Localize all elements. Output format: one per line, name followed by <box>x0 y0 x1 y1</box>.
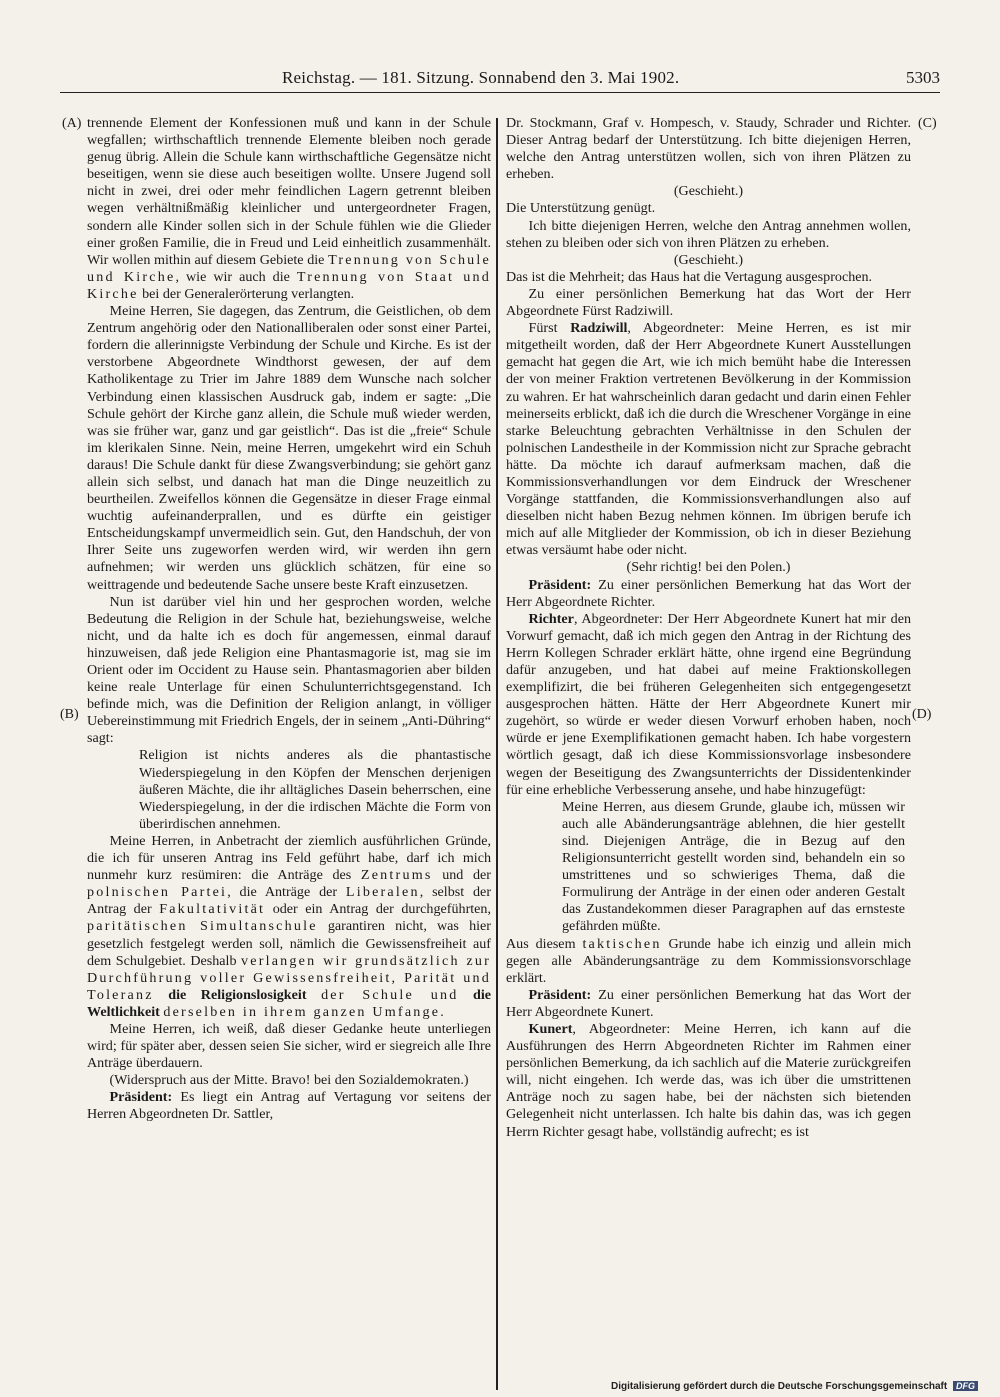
paragraph: Präsident: Zu einer persönlichen Bemerkung hat das Wort der Herr Abgeordnete Richter. <box>506 576 912 610</box>
block-quote: Meine Herren, aus diesem Grunde, glaube ich, müssen wir auch alle Abänderungsanträge ablehnen, die hier gestellt sind. Diejenigen Anträge, die in Bezug auf den Religionsunterricht gestellt worden sind, behandeln ein so umstrittenes und so schwieriges Thema, daß die Formulirung der Anträge in der einen oder anderen Gestalt das Zustandekommen dieser Paragraphen auf das ernsteste gefährden müßte. <box>562 798 905 935</box>
running-head: Reichstag. — 181. Sitzung. Sonnabend den 3. Mai 1902. <box>282 68 680 87</box>
paragraph: trennende Element der Konfessionen muß und kann in der Schule wegfallen; wirthschaftlich trennende Elemente bleiben noch gerade genug übrig. Allein die Schule kann wirthschaftliche Gegensätze nicht beseitigen, wenn sie diese auch beseitigen wollte. Unsere Jugend soll nicht in zwei, drei oder mehr feindlichen Lagern getrennt bleiben wegen verhältnißmäßig kleinlicher und untergeordneter Fragen, sondern alle Kinder sollen sich in der Schule fühlen wie die Glieder einer großen Familie, die in Freud und Leid einheitlich zusammenhält. Wir wollen mithin auf diesem Gebiete die Trennung von Schule und Kirche, wie wir auch die Trennung von Staat und Kirche bei der Generalerörterung verlangten. <box>87 115 492 302</box>
paragraph: Fürst Radziwill, Abgeordneter: Meine Herren, es ist mir mitgetheilt worden, daß der Herr Abgeordnete Kunert Ausstellungen gemacht hat gegen die Art, wie ich mich bemüht habe die Interessen der von meiner Fraktion vertretenen Bevölkerung in der Kommission zu wahren. Er hat wahrscheinlich daran gedacht und darin einen Fehler meinerseits erblickt, daß ich die durch die Wreschener Vorgänge in eine starke Beleuchtung gebrachten Verhältnisse in den Schulen der polnischen Landestheile in der Kommission nicht zur Sprache gebracht hätte. Da möchte ich darauf aufmerksam machen, daß die Kommissionsverhandlungen vor dem Eindruck der Wreschener Vorgänge stattfanden, die Kommissionsverhandlungen also auf dieselben nicht haben Bezug nehmen können. Im übrigen berufe ich mich auf alle Mitglieder der Kommission, ob ich in dieser Beziehung etwas versäumt habe oder nicht. <box>506 320 911 559</box>
interjection: (Geschieht.) <box>673 183 744 200</box>
paragraph: Meine Herren, ich weiß, daß dieser Gedanke heute unterliegen wird; für später aber, dessen seien Sie sicher, wird er siegreich alle Ihre Anträge überdauern. <box>87 1020 491 1072</box>
paragraph: Das ist die Mehrheit; das Haus hat die Vertagung ausgesprochen. <box>506 268 873 285</box>
margin-marker-d: (D) <box>912 707 932 722</box>
credit-text: Digitalisierung gefördert durch die Deutsche Forschungsgemeinschaft <box>611 1381 948 1392</box>
left-column <box>87 115 491 1124</box>
speaker-name: Richter <box>528 610 574 627</box>
interjection: (Geschieht.) <box>673 251 744 268</box>
margin-marker-a: (A) <box>62 116 82 131</box>
paragraph: Dr. Stockmann, Graf v. Hompesch, v. Staudy, Schrader und Richter. Dieser Antrag bedarf der Unterstützung. Ich bitte diejenigen Herren, welche den Antrag unterstützen wollen, sich von ihren Plätzen zu erheben. <box>506 115 911 183</box>
digitization-credit <box>611 1381 978 1392</box>
running-header <box>60 66 940 93</box>
paragraph: Präsident: Zu einer persönlichen Bemerkung hat das Wort der Herr Abgeordnete Kunert. <box>506 986 912 1020</box>
column-divider <box>496 118 498 1390</box>
paragraph: Kunert, Abgeordneter: Meine Herren, ich kann auf die Ausführungen des Herrn Abgeordneten Richter im Rahmen einer persönlichen Bemerkung, da ich sachlich auf die Materie zurückgreifen will, nicht eingehen. Ich werde das, was ich über die umstrittenen Anträge noch zu sagen habe, bei der nächsten sich bietenden Gelegenheit nicht unterlassen. Ich halte bis dahin das, was ich gegen Herrn Richter gesagt habe, vollständig aufrecht; es ist <box>506 1020 911 1140</box>
right-column <box>506 115 911 1141</box>
speaker-label: Präsident: <box>528 576 592 593</box>
paragraph: Nun ist darüber viel hin und her gesprochen worden, welche Bedeutung die Religion in der Schule hat, beziehungsweise, welche nicht, und da halte ich es doch für angemessen, einmal darauf hinzuweisen, daß jede Religion eine Phantasmagorie ist, mag sie im Orient oder im Occident zu Hause sein. Phantasmagorien aber bilden keine reale Unterlage für einen Schulunterrichtsgegenstand. Ich befinde mich, was die Definition der Religion anlangt, in völliger Uebereinstimmung mit Friedrich Engels, der in seinem „Anti-Dühring“ sagt: <box>87 593 491 747</box>
speaker-name: Radziwill <box>570 320 628 337</box>
paragraph: Die Unterstützung genügt. <box>506 200 656 217</box>
paragraph: Präsident: Es liegt ein Antrag auf Vertagung vor seitens der Herren Abgeordneten Dr. Sattler, <box>87 1089 492 1123</box>
paragraph: Aus diesem taktischen Grunde habe ich einzig und allein mich gegen alle Abänderungsanträge zu dem Kommissionsvorschlage erklärt. <box>506 935 912 986</box>
speaker-name: Kunert <box>528 1020 573 1037</box>
page-number: 5303 <box>906 68 940 87</box>
paragraph: Meine Herren, Sie dagegen, das Zentrum, die Geistlichen, ob dem Zentrum angehörig oder den Nationalliberalen oder sonst einer Partei, fordern die allerinnigste Verbindung der Schule und Kirche. Es ist der verstorbene Abgeordnete Windthorst gewesen, der auf dem Katholikentage zu Trier im Jahre 1889 dem Wunsche nach solcher Verbindung einen klassischen Ausdruck gab, indem er sagte: „Die Schule gehört der Kirche ganz allein, die Schule muß wieder werden, was sie früher war, ganz und gar geistlich“. Das ist die „freie“ Schule im klerikalen Sinne. Nein, meine Herren, umgekehrt wird ein Schuh daraus! Die Schule dankt für diese Zwangsverbindung; sie gehört ganz allein sich selbst, und danach hat man die Dinge neuzeitlich zu beurtheilen. Zweifellos können die Gegensätze in dieser Frage einmal wuchtig aufeinanderprallen, und es dürfte ein geistiger Entscheidungskampf unvermeidlich sein. Gut, den Handschuh, der von Ihrer Seite uns zugeworfen werden wird, wir werden ihn gern aufnehmen; wir werden uns glücklich schätzen, für eine so weittragende und bedeutende Sache unsere beste Kraft einzusetzen. <box>87 303 491 593</box>
interjection: (Sehr richtig! bei den Polen.) <box>626 559 791 576</box>
speaker-label: Präsident: <box>109 1089 173 1106</box>
paragraph: Meine Herren, in Anbetracht der ziemlich ausführlichen Gründe, die ich für unseren Antrag ins Feld geführt habe, darf ich mich nunmehr kurz resümiren: die Anträge des Zentrums und der polnischen Partei, die Anträge der Liberalen, selbst der Antrag der Fakultativität oder ein Antrag der durchgeführten, paritätischen Simultanschule garantiren nicht, was hier gesetzlich festgelegt werden soll, nämlich die Gewissensfreiheit auf dem Schulgebiet. Deshalb verlangen wir grundsätzlich zur Durchführung voller Gewissensfreiheit, Parität und Toleranz die Religionslosigkeit der Schule und die Weltlichkeit derselben in ihrem ganzen Umfange. <box>87 832 492 1020</box>
margin-marker-b: (B) <box>60 707 79 722</box>
paragraph: Richter, Abgeordneter: Der Herr Abgeordnete Kunert hat mir den Vorwurf gemacht, daß ich mich gegen den Antrag in der Richtung des Herrn Kollegen Schrader erklärt hätte, ohne irgend eine Begründung dafür anzugeben, und hat dabei auf meine Fraktionskollegen exemplifizirt, die bei früheren Gelegenheiten sich entgegengesetzt ausgesprochen hätten. Hätte der Herr Abgeordnete Kunert mir zugehört, so würde er weder diesen Vorwurf erhoben haben, noch würde er jene Exemplifikationen gemacht haben. Ich habe vorgestern wörtlich gesagt, daß ich diese Kommissionsvorlage insbesondere wegen der Beseitigung des Zwangsunterrichts der Dissidentenkinder für eine erhebliche Verbesserung ansehe, und habe hinzugefügt: <box>506 610 911 798</box>
dfg-logo: DFG <box>953 1381 978 1391</box>
block-quote: Religion ist nichts anderes als die phantastische Wiederspiegelung in den Köpfen der Menschen derjenigen äußeren Mächte, die ihr alltägliches Dasein beherrschen, eine Wiederspiegelung, in der die irdischen Mächte die Form von überirdischen annehmen. <box>139 747 491 832</box>
interjection: (Widerspruch aus der Mitte. Bravo! bei den Sozialdemokraten.) <box>109 1072 469 1089</box>
margin-marker-c: (C) <box>918 116 937 131</box>
paragraph: Zu einer persönlichen Bemerkung hat das Wort der Herr Abgeordnete Fürst Radziwill. <box>506 285 911 320</box>
paragraph: Ich bitte diejenigen Herren, welche den Antrag annehmen wollen, stehen zu bleiben oder sich von ihren Plätzen zu erheben. <box>506 217 911 251</box>
speaker-label: Präsident: <box>528 986 592 1003</box>
